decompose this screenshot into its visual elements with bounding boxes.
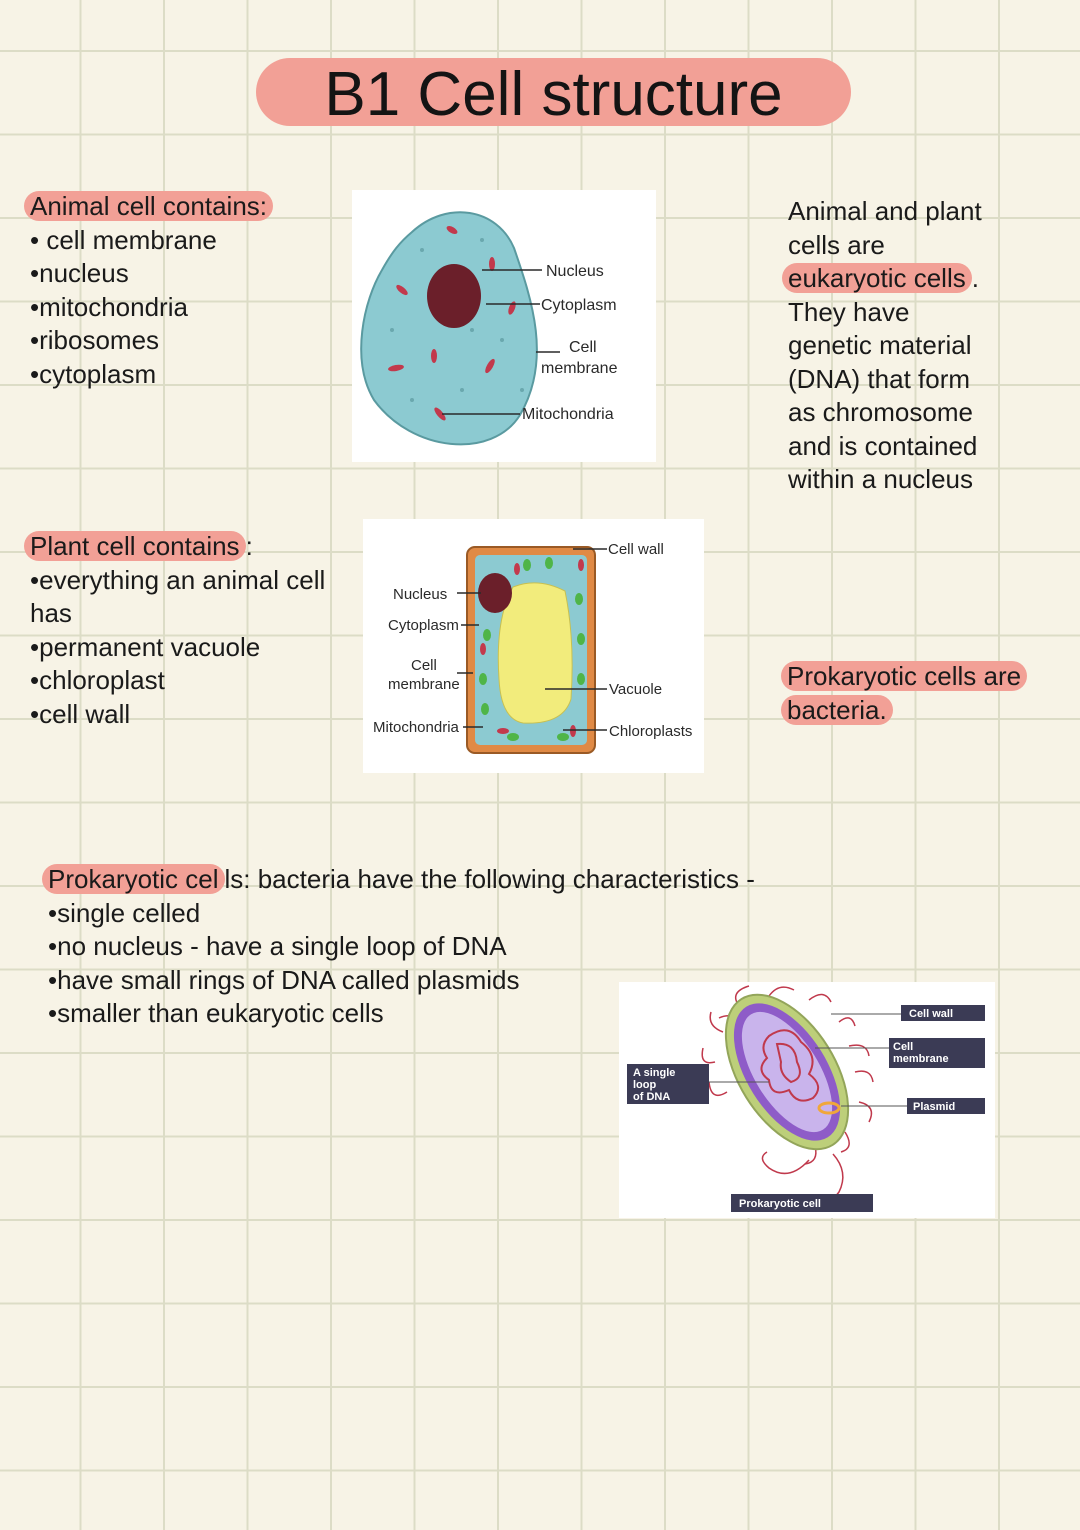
note-line: They have: [788, 296, 910, 327]
label-mitochondria: Mitochondria: [373, 719, 459, 736]
list-item: •no nucleus - have a single loop of DNA: [48, 931, 507, 961]
animal-heading: Animal cell contains:: [24, 191, 273, 221]
list-item: •cytoplasm: [30, 358, 157, 389]
animal-section: [30, 190, 273, 391]
list-item: •cell wall: [30, 698, 131, 729]
label-plasmid: [907, 1098, 985, 1114]
svg-text:Cell: Cell: [893, 1041, 914, 1053]
list-item: •nucleus: [30, 258, 129, 288]
label-cell-wall: Cell wall: [608, 541, 664, 558]
plant-vacuole: [498, 583, 572, 723]
prokaryotic-heading-rest: ls: bacteria have the following characteristics -: [224, 864, 755, 894]
label-dna-loop: [627, 1064, 709, 1104]
page-title: B1 Cell structure: [324, 60, 783, 129]
svg-text:A single: A single: [633, 1067, 676, 1079]
animal-cell-diagram: [352, 190, 656, 462]
list-item: •mitochondria: [30, 291, 188, 322]
note-line: Animal and plant: [788, 196, 982, 226]
plant-heading: Plant cell contains: [24, 531, 246, 561]
list-item: • cell membrane: [30, 224, 217, 255]
label-cytoplasm: Cytoplasm: [388, 617, 459, 634]
plant-section: [30, 530, 325, 731]
label-nucleus: Nucleus: [393, 586, 448, 603]
list-item: has: [30, 598, 72, 628]
bacteria-diagram: [619, 982, 995, 1218]
note-line: within a nucleus: [788, 464, 973, 494]
diagram-caption: [731, 1194, 873, 1212]
label-vacuole: Vacuole: [609, 681, 663, 698]
list-item: •permanent vacuole: [30, 631, 261, 662]
label-chloroplasts: Chloroplasts: [609, 723, 693, 740]
prokaryote-highlight: bacteria.: [781, 695, 893, 725]
svg-text:Plasmid: Plasmid: [913, 1101, 956, 1113]
label-nucleus: Nucleus: [546, 263, 604, 280]
plant-heading-colon: :: [245, 531, 253, 561]
note-punct: .: [971, 263, 979, 293]
label-cell-membrane: membrane: [388, 676, 460, 693]
svg-text:Cell wall: Cell wall: [909, 1008, 954, 1020]
animal-nucleus: [427, 264, 481, 328]
prokaryote-note: [787, 660, 1027, 727]
note-line: genetic material: [788, 330, 972, 360]
prokaryotic-heading: Prokaryotic cel: [42, 864, 225, 894]
label-cytoplasm: Cytoplasm: [541, 297, 617, 314]
eukaryotic-note: [788, 195, 982, 497]
label-cell-wall: [901, 1005, 985, 1021]
list-item: •smaller than eukaryotic cells: [48, 998, 384, 1028]
note-line: and is contained: [788, 430, 978, 461]
list-item: •everything an animal cell: [30, 564, 326, 595]
plant-cell-diagram: [363, 519, 704, 773]
list-item: •ribosomes: [30, 325, 160, 355]
list-item: •chloroplast: [30, 665, 165, 695]
plant-nucleus: [478, 573, 512, 613]
label-cell-membrane: [889, 1038, 985, 1068]
svg-text:of DNA: of DNA: [633, 1091, 671, 1103]
animal-cell-body: [361, 212, 537, 444]
label-mitochondria: Mitochondria: [522, 406, 614, 423]
note-line: as chromosome: [788, 397, 973, 427]
list-item: •have small rings of DNA called plasmids: [48, 964, 520, 995]
svg-text:loop: loop: [633, 1079, 657, 1091]
list-item: •single celled: [48, 897, 201, 928]
label-cell-membrane: Cell: [411, 657, 437, 674]
prokaryote-highlight: Prokaryotic cells are: [781, 661, 1027, 691]
svg-text:membrane: membrane: [893, 1053, 949, 1065]
label-cell-membrane: membrane: [541, 360, 618, 377]
note-line: cells are: [788, 229, 885, 260]
svg-text:Prokaryotic cell: Prokaryotic cell: [739, 1198, 821, 1210]
eukaryotic-highlight: eukaryotic cells: [782, 263, 972, 293]
note-line: (DNA) that form: [788, 363, 971, 394]
label-cell-membrane: Cell: [569, 339, 597, 356]
